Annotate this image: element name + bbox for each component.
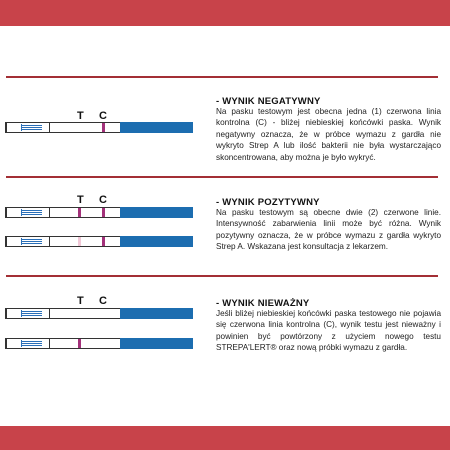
strip-arrow-line [22,315,42,316]
section-divider [6,275,438,277]
test-strip [5,338,193,349]
strip-arrow-line [22,212,42,213]
label-t: T [77,110,84,122]
control-line-c [102,123,105,132]
test-strip [5,207,193,218]
result-title: - WYNIK NEGATYWNY [216,96,321,107]
strip-blue-tip [120,308,193,319]
strip-arrow-line [22,341,42,342]
strip-arrow-line [22,313,42,314]
label-t: T [77,295,84,307]
bottom-red-band [0,426,450,450]
test-strip [5,308,193,319]
strip-blue-tip [120,122,193,133]
strip-handle [6,236,50,247]
top-red-band [0,0,450,26]
section-divider [6,76,438,78]
result-description: Jeśli bliżej niebieskiej końcówki paska testowego nie pojawia się czerwona linia kontrolna (C), wynik testu jest nieważny i powinien być powtórzony z użyciem nowego testu STREPA'LERT® oraz nową próbki wymazu z gardła. [216,309,441,353]
label-t: T [77,194,84,206]
strip-handle [6,308,50,319]
test-line-t-faint [78,237,81,246]
label-c: C [99,194,107,206]
strip-arrow-line [22,239,42,240]
control-line-c [102,208,105,217]
test-strip [5,122,193,133]
strip-handle [6,207,50,218]
test-line-t [78,208,81,217]
test-strip [5,236,193,247]
strip-arrow-line [22,127,42,128]
strip-blue-tip [120,207,193,218]
strip-arrow-line [22,243,42,244]
strip-arrow-line [22,311,42,312]
strip-arrow-line [22,214,42,215]
label-c: C [99,295,107,307]
strip-arrow-line [22,129,42,130]
strip-blue-tip [120,236,193,247]
label-c: C [99,110,107,122]
strip-arrow-line [22,343,42,344]
strip-arrow-line [22,210,42,211]
control-line-c [102,237,105,246]
strip-handle [6,122,50,133]
result-description: Na pasku testowym jest obecna jedna (1) czerwona linia kontrolna (C) - bliżej niebieskiej końcówki paska. Wynik negatywny oznacza, że w próbce wymazu z gardła nie wykryto Strep A lub ilość bakterii nie była wystarczająco skoncentrowana, aby można je było wykryć. [216,107,441,162]
strip-arrow-line [22,125,42,126]
strip-arrow-line [22,241,42,242]
strip-arrow-line [22,345,42,346]
strip-handle [6,338,50,349]
result-description: Na pasku testowym są obecne dwie (2) czerwone linie. Intensywność zabarwienia linii może być różna. Wynik pozytywny oznacza, że w próbce wymazu z gardła wykryto Strep A. Wskazana jest konsultacja z lekarzem. [216,208,441,252]
result-title: - WYNIK POZYTYWNY [216,197,320,208]
test-line-t [78,339,81,348]
result-title: - WYNIK NIEWAŻNY [216,298,310,309]
strip-blue-tip [120,338,193,349]
section-divider [6,176,438,178]
